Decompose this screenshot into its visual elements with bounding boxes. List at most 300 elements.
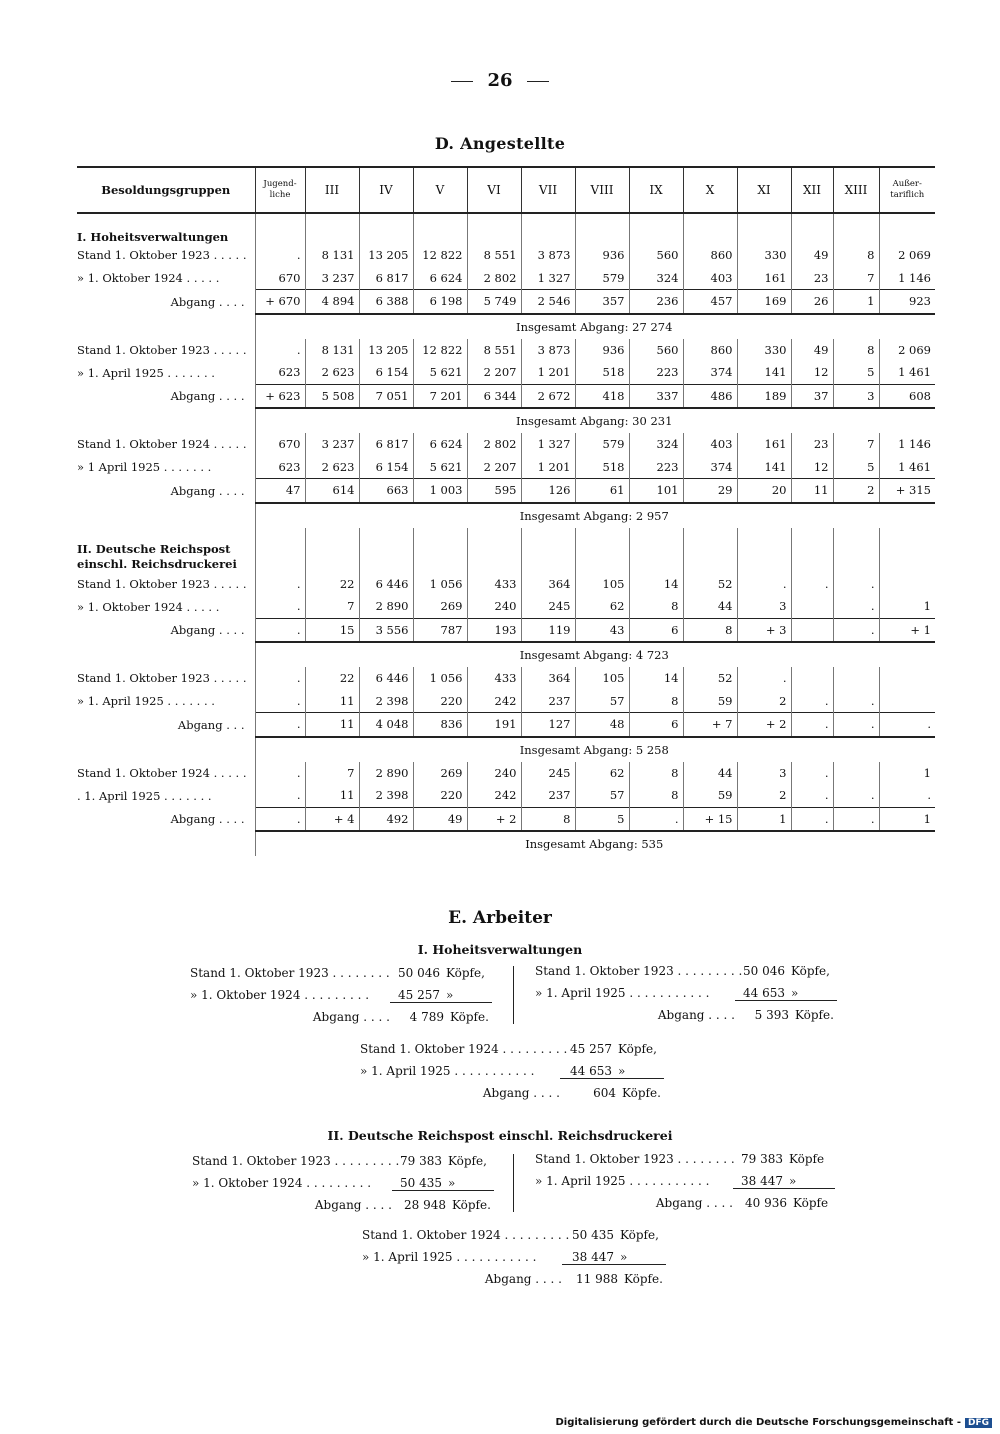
cell-value: . xyxy=(791,762,833,785)
cell-value: 3 873 xyxy=(521,339,575,362)
cell-value: 193 xyxy=(467,618,521,642)
empty-cell xyxy=(683,542,737,573)
row-label: » 1. April 1925 . . . . . . . xyxy=(77,365,215,380)
empty-cell xyxy=(833,213,879,244)
empty-cell xyxy=(629,213,683,244)
cell-value: 20 xyxy=(737,479,791,503)
cell-value: 936 xyxy=(575,244,629,267)
entry-unit: » xyxy=(448,1175,456,1190)
empty-cell xyxy=(879,542,935,573)
entry-label: » 1. April 1925 . . . . . . . . . . . xyxy=(535,1174,710,1188)
header-ix: IX xyxy=(629,167,683,213)
empty-cell xyxy=(521,213,575,244)
cell-value: + 3 xyxy=(737,618,791,642)
cell-value: . xyxy=(255,713,305,737)
cell-value: 2 207 xyxy=(467,456,521,479)
spacer-cell xyxy=(833,528,879,542)
cell-value: 8 551 xyxy=(467,244,521,267)
abgang-row xyxy=(77,290,935,314)
total-label-spacer xyxy=(77,642,255,667)
entry-unit: Köpfe. xyxy=(795,1008,834,1022)
cell-value xyxy=(833,762,879,785)
header-iii: III xyxy=(305,167,359,213)
cell-value: 3 556 xyxy=(359,618,413,642)
cell-value: 48 xyxy=(575,713,629,737)
spacer-cell xyxy=(521,528,575,542)
cell-value: 11 xyxy=(305,784,359,807)
entry-line xyxy=(535,982,841,1004)
group-heading-row xyxy=(77,542,935,573)
entry-line xyxy=(190,962,496,984)
cell-value: 6 xyxy=(629,618,683,642)
total-abgang: Insgesamt Abgang: 30 231 xyxy=(255,408,935,433)
entry-unit: » xyxy=(620,1249,628,1264)
cell-value: . xyxy=(255,595,305,618)
entry-value-wrap xyxy=(562,1228,666,1242)
entry-value: 50 046 xyxy=(743,964,785,978)
cell-value: 595 xyxy=(467,479,521,503)
cell-value: 6 624 xyxy=(413,433,467,456)
cell-value: 47 xyxy=(255,479,305,503)
entry-value-wrap xyxy=(560,1042,664,1056)
empty-cell xyxy=(791,542,833,573)
entry-line xyxy=(192,1194,498,1216)
cell-value: 242 xyxy=(467,784,521,807)
cell-value: 119 xyxy=(521,618,575,642)
cell-value: 1 201 xyxy=(521,361,575,384)
section-e-sub2-heading: II. Deutsche Reichspost einschl. Reichsdruckerei xyxy=(327,1128,673,1143)
entry-line xyxy=(535,1192,839,1214)
empty-cell xyxy=(521,542,575,573)
empty-cell xyxy=(467,542,521,573)
cell-value: 836 xyxy=(413,713,467,737)
row-label: » 1 April 1925 . . . . . . . xyxy=(77,460,212,474)
cell-value: 191 xyxy=(467,713,521,737)
total-abgang: Insgesamt Abgang: 27 274 xyxy=(255,314,935,339)
row-label: Abgang . . . xyxy=(177,717,245,732)
spacer-cell xyxy=(359,528,413,542)
spacer-cell xyxy=(791,528,833,542)
spacer-cell xyxy=(413,528,467,542)
cell-value: 324 xyxy=(629,267,683,290)
entry-label: » 1. Oktober 1924 . . . . . . . . . xyxy=(192,1176,372,1190)
cell-value: . xyxy=(833,595,879,618)
cell-value: 127 xyxy=(521,713,575,737)
cell-value: 49 xyxy=(791,339,833,362)
cell-value: 492 xyxy=(359,807,413,831)
cell-value: 623 xyxy=(255,361,305,384)
header-besoldungsgruppen: Besoldungsgruppen xyxy=(77,167,255,213)
cell-value: 2 890 xyxy=(359,595,413,618)
section-e-title: E. Arbeiter xyxy=(448,908,552,928)
cell-value: 6 446 xyxy=(359,573,413,596)
entry-value: 28 948 xyxy=(404,1198,446,1212)
cell-value: 1 461 xyxy=(879,456,935,479)
cell-value: . xyxy=(833,618,879,642)
entry-line xyxy=(535,960,841,982)
entry-value-wrap xyxy=(735,964,837,978)
entry-unit: Köpfe, xyxy=(618,1042,657,1056)
cell-value: 1 327 xyxy=(521,433,575,456)
cell-value: + 2 xyxy=(737,713,791,737)
cell-value xyxy=(791,595,833,618)
cell-value: 5 xyxy=(575,807,629,831)
cell-value: 8 xyxy=(683,618,737,642)
cell-value: 161 xyxy=(737,433,791,456)
cell-value: . xyxy=(833,690,879,713)
cell-value: 2 069 xyxy=(879,339,935,362)
entry-line xyxy=(360,1082,668,1104)
cell-value: 1 xyxy=(879,595,935,618)
row-label: Stand 1. Oktober 1923 . . . . . xyxy=(77,576,247,591)
cell-value: 126 xyxy=(521,479,575,503)
cell-value: 12 xyxy=(791,361,833,384)
cell-value: 245 xyxy=(521,595,575,618)
cell-value: 2 802 xyxy=(467,267,521,290)
cell-value: 11 xyxy=(791,479,833,503)
abgang-row xyxy=(77,618,935,642)
cell-value: 141 xyxy=(737,361,791,384)
spacer-row xyxy=(77,528,935,542)
cell-value: . xyxy=(879,784,935,807)
cell-value: 105 xyxy=(575,573,629,596)
cell-value: 169 xyxy=(737,290,791,314)
abgang-row xyxy=(77,384,935,408)
entry-value: 38 447 xyxy=(572,1249,614,1264)
entry-label: » 1. April 1925 . . . . . . . . . . . xyxy=(360,1064,535,1078)
entry-unit: Köpfe. xyxy=(624,1272,663,1286)
row-label: » 1. Oktober 1924 . . . . . xyxy=(77,271,220,285)
row-label: Abgang . . . . xyxy=(170,389,245,403)
cell-value: 433 xyxy=(467,573,521,596)
entry-value: 79 383 xyxy=(741,1152,783,1166)
cell-value: 12 xyxy=(791,456,833,479)
cell-value: 29 xyxy=(683,479,737,503)
entry-value-wrap xyxy=(733,1174,835,1189)
entry-unit: Köpfe. xyxy=(450,1010,489,1024)
cell-value: 1 xyxy=(833,290,879,314)
cell-value: 3 237 xyxy=(305,433,359,456)
row-label: Stand 1. Oktober 1923 . . . . . xyxy=(77,671,247,686)
cell-value: 2 623 xyxy=(305,456,359,479)
cell-value xyxy=(879,690,935,713)
entry-value-wrap xyxy=(392,1154,494,1168)
cell-value xyxy=(791,618,833,642)
cell-value: 418 xyxy=(575,384,629,408)
cell-value: 8 xyxy=(629,784,683,807)
group-heading xyxy=(77,542,255,573)
cell-value: . xyxy=(255,573,305,596)
entry-value-wrap xyxy=(390,966,492,980)
empty-cell xyxy=(305,213,359,244)
cell-value: 6 xyxy=(629,713,683,737)
cell-value: 49 xyxy=(791,244,833,267)
cell-value: . xyxy=(629,807,683,831)
cell-value: 6 388 xyxy=(359,290,413,314)
entry-unit: Köpfe, xyxy=(446,966,485,980)
row-label: Abgang . . . . xyxy=(170,294,245,309)
e1-right-block xyxy=(535,960,841,1026)
cell-value: 26 xyxy=(791,290,833,314)
cell-value: 44 xyxy=(683,595,737,618)
cell-value: 189 xyxy=(737,384,791,408)
entry-value-wrap xyxy=(396,1198,498,1212)
cell-value: 12 822 xyxy=(413,244,467,267)
empty-cell xyxy=(467,213,521,244)
spacer-cell xyxy=(683,528,737,542)
empty-cell xyxy=(413,542,467,573)
entry-unit: Köpfe xyxy=(793,1196,829,1210)
entry-value: 4 789 xyxy=(409,1010,444,1024)
cell-value: 269 xyxy=(413,762,467,785)
cell-value: . xyxy=(255,339,305,362)
abgang-row xyxy=(77,807,935,831)
total-abgang: Insgesamt Abgang: 535 xyxy=(255,831,935,856)
cell-value: 3 xyxy=(737,762,791,785)
cell-value: 37 xyxy=(791,384,833,408)
cell-value: 2 802 xyxy=(467,433,521,456)
cell-value: . xyxy=(791,784,833,807)
header-vii: VII xyxy=(521,167,575,213)
cell-value: 23 xyxy=(791,267,833,290)
cell-value: 1 xyxy=(737,807,791,831)
row-label: Stand 1. Oktober 1924 . . . . . xyxy=(77,437,247,452)
entry-line xyxy=(535,1170,839,1192)
cell-value: 2 207 xyxy=(467,361,521,384)
cell-value: 486 xyxy=(683,384,737,408)
cell-value: 6 344 xyxy=(467,384,521,408)
cell-value: 560 xyxy=(629,339,683,362)
entry-value-wrap xyxy=(560,1064,664,1079)
entry-line xyxy=(362,1224,670,1246)
cell-value: 8 xyxy=(629,762,683,785)
entry-label: Stand 1. Oktober 1923 . . . . . . . . xyxy=(535,1152,735,1166)
total-label-spacer xyxy=(77,408,255,433)
total-row xyxy=(77,314,935,339)
abgang-row xyxy=(77,479,935,503)
cell-value: 5 749 xyxy=(467,290,521,314)
entry-value: 38 447 xyxy=(741,1173,783,1188)
cell-value: . xyxy=(791,807,833,831)
entry-line xyxy=(535,1148,839,1170)
header-xii: XII xyxy=(791,167,833,213)
cell-value: . xyxy=(833,807,879,831)
cell-value: 52 xyxy=(683,573,737,596)
cell-value: 2 xyxy=(833,479,879,503)
entry-unit: » xyxy=(446,987,454,1002)
row-label: Abgang . . . . xyxy=(170,483,245,498)
cell-value: + 623 xyxy=(255,384,305,408)
cell-value: 105 xyxy=(575,667,629,690)
spacer-cell xyxy=(879,528,935,542)
entry-value: 44 653 xyxy=(743,985,785,1000)
cell-value: 8 551 xyxy=(467,339,521,362)
cell-value: 245 xyxy=(521,762,575,785)
e1-divider xyxy=(513,966,514,1024)
row-label: Abgang . . . . xyxy=(170,623,245,638)
entry-label: Stand 1. Oktober 1924 . . . . . . . . . xyxy=(360,1042,568,1056)
header-v: V xyxy=(413,167,467,213)
entry-label: Abgang . . . . xyxy=(657,1008,735,1022)
total-row xyxy=(77,503,935,528)
entry-value: 5 393 xyxy=(754,1008,789,1022)
empty-cell xyxy=(629,542,683,573)
cell-value: 1 xyxy=(879,807,935,831)
entry-label: Stand 1. Oktober 1923 . . . . . . . . . xyxy=(192,1154,400,1168)
empty-cell xyxy=(737,213,791,244)
cell-value: 457 xyxy=(683,290,737,314)
cell-value: 7 xyxy=(833,267,879,290)
entry-line xyxy=(360,1038,668,1060)
cell-value: . xyxy=(791,690,833,713)
cell-value: 11 xyxy=(305,690,359,713)
cell-value: 7 201 xyxy=(413,384,467,408)
entry-value: 11 988 xyxy=(576,1272,618,1286)
cell-value: 663 xyxy=(359,479,413,503)
group-heading-text: einschl. Reichsdruckerei xyxy=(77,557,237,572)
cell-value: 220 xyxy=(413,690,467,713)
cell-value: 923 xyxy=(879,290,935,314)
entry-unit: » xyxy=(618,1063,626,1078)
empty-cell xyxy=(359,542,413,573)
cell-value: 374 xyxy=(683,361,737,384)
cell-value: 403 xyxy=(683,267,737,290)
entry-unit: » xyxy=(789,1173,797,1188)
cell-value: 518 xyxy=(575,456,629,479)
cell-value: 6 817 xyxy=(359,267,413,290)
total-abgang: Insgesamt Abgang: 4 723 xyxy=(255,642,935,667)
entry-line xyxy=(360,1060,668,1082)
cell-value: . xyxy=(255,690,305,713)
empty-cell xyxy=(305,542,359,573)
cell-value: 1 003 xyxy=(413,479,467,503)
row-label: Stand 1. Oktober 1924 . . . . . xyxy=(77,765,247,780)
cell-value: 403 xyxy=(683,433,737,456)
cell-value: + 4 xyxy=(305,807,359,831)
cell-value: 62 xyxy=(575,595,629,618)
cell-value: 787 xyxy=(413,618,467,642)
table-row xyxy=(77,690,935,713)
cell-value: . xyxy=(833,573,879,596)
footer-credit: Digitalisierung gefördert durch die Deutsche Forschungsgemeinschaft - DFG xyxy=(555,1417,992,1428)
cell-value: 2 398 xyxy=(359,784,413,807)
cell-value: 49 xyxy=(413,807,467,831)
entry-label: Stand 1. Oktober 1923 . . . . . . . . xyxy=(190,966,390,980)
dfg-logo: DFG xyxy=(965,1418,992,1428)
cell-value: 5 508 xyxy=(305,384,359,408)
cell-value: 2 546 xyxy=(521,290,575,314)
cell-value: 14 xyxy=(629,667,683,690)
entry-value-wrap xyxy=(392,1176,494,1191)
angestellte-table xyxy=(77,166,935,856)
cell-value: + 315 xyxy=(879,479,935,503)
empty-cell xyxy=(879,213,935,244)
cell-value: 22 xyxy=(305,573,359,596)
cell-value: . xyxy=(833,784,879,807)
entry-unit: Köpfe, xyxy=(620,1228,659,1242)
cell-value: 936 xyxy=(575,339,629,362)
entry-line xyxy=(190,1006,496,1028)
entry-label: Stand 1. Oktober 1923 . . . . . . . . . xyxy=(535,964,743,978)
entry-value-wrap xyxy=(562,1250,666,1265)
table-row xyxy=(77,244,935,267)
cell-value: + 1 xyxy=(879,618,935,642)
table-row xyxy=(77,339,935,362)
total-abgang: Insgesamt Abgang: 2 957 xyxy=(255,503,935,528)
cell-value: . xyxy=(737,573,791,596)
dash-right xyxy=(527,81,549,82)
cell-value: 5 xyxy=(833,456,879,479)
e2-left-block xyxy=(192,1150,498,1216)
cell-value: . xyxy=(255,618,305,642)
entry-value-wrap xyxy=(737,1196,839,1210)
header-x: X xyxy=(683,167,737,213)
cell-value: 3 873 xyxy=(521,244,575,267)
cell-value: 2 069 xyxy=(879,244,935,267)
header-jugendliche: Jugend-liche xyxy=(255,167,305,213)
table-body xyxy=(77,213,935,856)
cell-value: 614 xyxy=(305,479,359,503)
cell-value: 242 xyxy=(467,690,521,713)
cell-value: 5 621 xyxy=(413,361,467,384)
abgang-row xyxy=(77,713,935,737)
cell-value: 1 xyxy=(879,762,935,785)
header-aussertariflich: Außer-tariflich xyxy=(879,167,935,213)
cell-value: 608 xyxy=(879,384,935,408)
cell-value: 1 056 xyxy=(413,573,467,596)
cell-value: 2 672 xyxy=(521,384,575,408)
entry-unit: Köpfe, xyxy=(448,1154,487,1168)
entry-value-wrap xyxy=(735,986,837,1001)
entry-label: Abgang . . . . xyxy=(314,1198,392,1212)
entry-value: 45 257 xyxy=(398,987,440,1002)
entry-label: Abgang . . . . xyxy=(484,1272,562,1286)
total-row xyxy=(77,408,935,433)
empty-cell xyxy=(255,542,305,573)
cell-value: 670 xyxy=(255,433,305,456)
total-row xyxy=(77,737,935,762)
cell-value: 579 xyxy=(575,433,629,456)
empty-cell xyxy=(737,542,791,573)
entry-line xyxy=(192,1150,498,1172)
entry-label: Stand 1. Oktober 1924 . . . . . . . . . xyxy=(362,1228,570,1242)
cell-value: + 7 xyxy=(683,713,737,737)
cell-value: . xyxy=(833,713,879,737)
cell-value: 12 822 xyxy=(413,339,467,362)
cell-value: 6 154 xyxy=(359,361,413,384)
group-heading-text: I. Hoheitsverwaltungen xyxy=(77,230,229,244)
cell-value: 518 xyxy=(575,361,629,384)
table-row xyxy=(77,433,935,456)
cell-value: 860 xyxy=(683,339,737,362)
spacer-cell xyxy=(77,528,255,542)
header-xi: XI xyxy=(737,167,791,213)
empty-cell xyxy=(575,213,629,244)
entry-value: 50 046 xyxy=(398,966,440,980)
cell-value: 269 xyxy=(413,595,467,618)
cell-value: 6 198 xyxy=(413,290,467,314)
cell-value: 7 xyxy=(833,433,879,456)
empty-cell xyxy=(255,213,305,244)
cell-value: 223 xyxy=(629,361,683,384)
cell-value: 330 xyxy=(737,339,791,362)
header-vi: VI xyxy=(467,167,521,213)
cell-value: 13 205 xyxy=(359,339,413,362)
cell-value: 623 xyxy=(255,456,305,479)
cell-value: 364 xyxy=(521,573,575,596)
empty-cell xyxy=(359,213,413,244)
group-heading xyxy=(77,213,255,244)
